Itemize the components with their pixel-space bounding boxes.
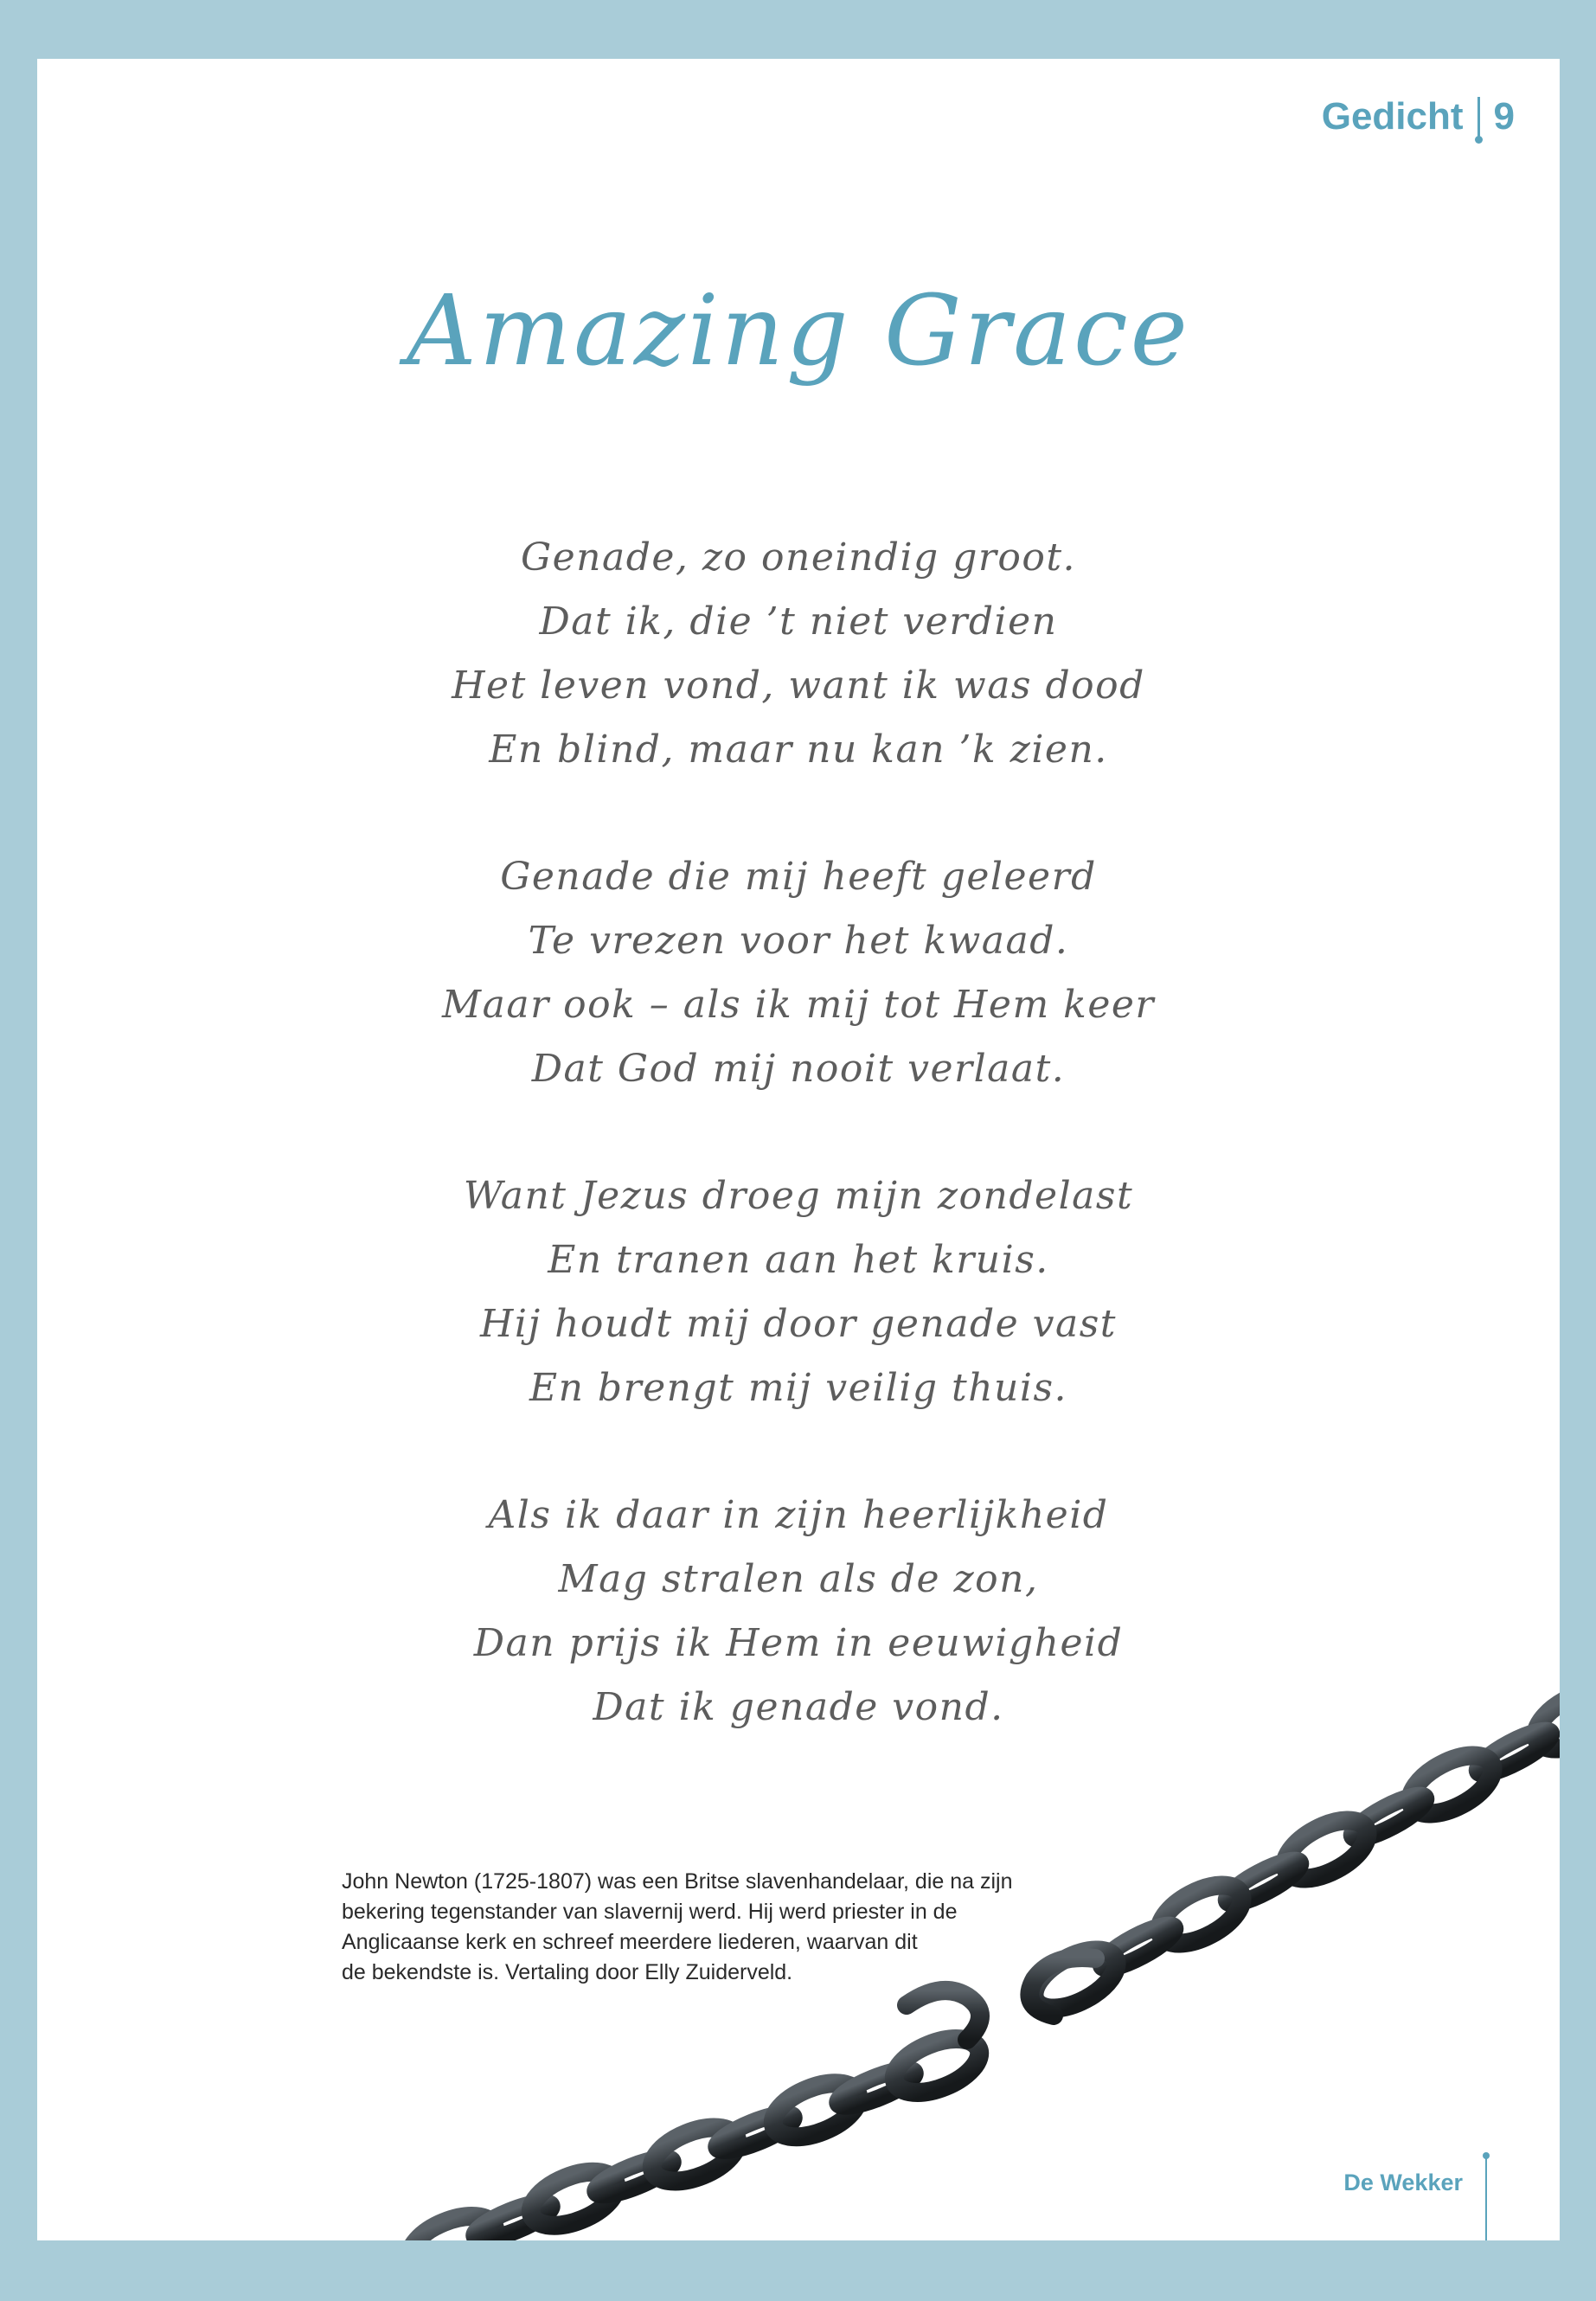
author-note-line: Anglicaanse kerk en schreef meerdere liederen, waarvan dit bbox=[342, 1930, 918, 1954]
author-note-line: bekering tegenstander van slavernij werd. Hij werd priester in de bbox=[342, 1900, 958, 1924]
poem-line: Het leven vond, want ik was dood bbox=[452, 663, 1145, 708]
poem-line: Maar ook – als ik mij tot Hem keer bbox=[442, 983, 1155, 1027]
poem-line: Dat God mij nooit verlaat. bbox=[531, 1047, 1066, 1091]
poem-title: Amazing Grace bbox=[407, 275, 1190, 388]
page-number: 9 bbox=[1493, 95, 1515, 138]
poem-line: En brengt mij veilig thuis. bbox=[529, 1366, 1068, 1410]
poem-line: Hij houdt mij door genade vast bbox=[480, 1302, 1117, 1346]
magazine-page bbox=[37, 59, 1560, 2240]
publication-name: De Wekker bbox=[1343, 2170, 1463, 2195]
poem-line: Want Jezus droeg mijn zondelast bbox=[463, 1174, 1134, 1218]
section-label: Gedicht bbox=[1321, 95, 1464, 138]
poem-line: Genade die mij heeft geleerd bbox=[500, 855, 1097, 899]
author-note-line: de bekendste is. Vertaling door Elly Zuiderveld. bbox=[342, 1960, 793, 1984]
chain-upper-icon bbox=[1025, 1679, 1560, 2021]
author-note-line: John Newton (1725-1807) was een Britse slavenhandelaar, die na zijn bbox=[342, 1869, 1013, 1894]
poem-line: Als ik daar in zijn heerlijkheid bbox=[488, 1493, 1109, 1537]
author-note bbox=[342, 1867, 1086, 1988]
footer-rule bbox=[1485, 2156, 1487, 2240]
chain-lower-icon bbox=[402, 1990, 987, 2240]
poem-line: En tranen aan het kruis. bbox=[548, 1238, 1049, 1282]
poem-line: Te vrezen voor het kwaad. bbox=[528, 919, 1069, 963]
poem-line: Mag stralen als de zon, bbox=[558, 1557, 1039, 1601]
poem-line: Genade, zo oneindig groot. bbox=[520, 535, 1077, 580]
poem-line: Dat ik genade vond. bbox=[593, 1685, 1004, 1729]
poem-line: Dan prijs ik Hem in eeuwigheid bbox=[473, 1621, 1124, 1665]
poem-line: En blind, maar nu kan ’k zien. bbox=[489, 727, 1108, 772]
poem-line: Dat ik, die ’t niet verdien bbox=[539, 599, 1058, 644]
